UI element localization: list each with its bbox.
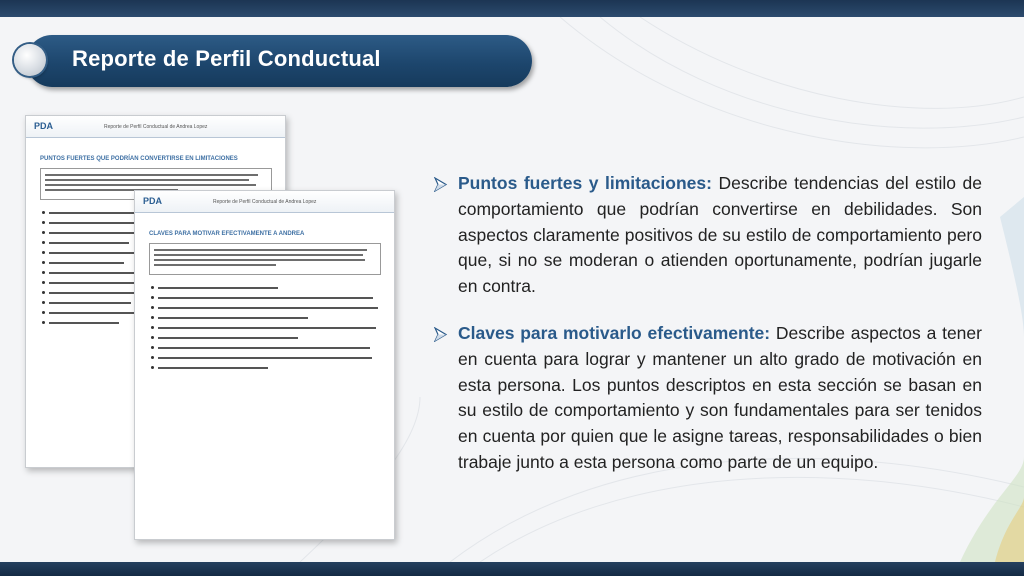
report-header (135, 191, 394, 213)
report-page-thumbnail-front (134, 190, 395, 540)
report-bullet-list (151, 285, 381, 375)
list-item (433, 171, 982, 300)
bottom-bar (0, 562, 1024, 576)
item-text: Describe aspectos a tener en cuenta para lograr y mantener un alto grado de motivación en esta persona. Los puntos descriptos en esta sección se basan en su estilo de comportamiento y son fundamentales para ser tenidos en cuenta por quien que le asigne tareas, responsabilidades o bien trabaje junto a esta persona como parte de un equipo. (458, 322, 982, 472)
report-intro-box (149, 243, 381, 275)
slide-title: Reporte de Perfil Conductual (72, 46, 381, 71)
title-bullet-icon (14, 44, 46, 76)
pda-logo: PDA (34, 121, 54, 131)
list-item (433, 321, 982, 476)
content-list (433, 171, 982, 476)
arrow-bullet-icon (433, 177, 448, 192)
report-header (26, 116, 285, 138)
pda-logo: PDA (143, 196, 163, 206)
report-section-title: PUNTOS FUERTES QUE PODRÍAN CONVERTIRSE EN LIMITACIONES (40, 156, 238, 162)
top-bar (0, 0, 1024, 17)
arrow-bullet-icon (433, 327, 448, 342)
report-header-title: Reporte de Perfil Conductual de Andrea Lopez (104, 124, 208, 130)
report-header-title: Reporte de Perfil Conductual de Andrea Lopez (213, 199, 317, 205)
item-heading: Puntos fuertes y limitaciones: (458, 173, 712, 193)
item-heading: Claves para motivarlo efectivamente: (458, 322, 771, 343)
item-text: Describe tendencias del estilo de comportamiento que podrían convertirse en debilidades. Son aspectos claramente positivos de su estilo de comportamiento pero que, si no se moderan o atienden oportunamente, podrían jugarle en contra. (458, 173, 982, 297)
report-section-title: CLAVES PARA MOTIVAR EFECTIVAMENTE A ANDREA (149, 231, 305, 237)
